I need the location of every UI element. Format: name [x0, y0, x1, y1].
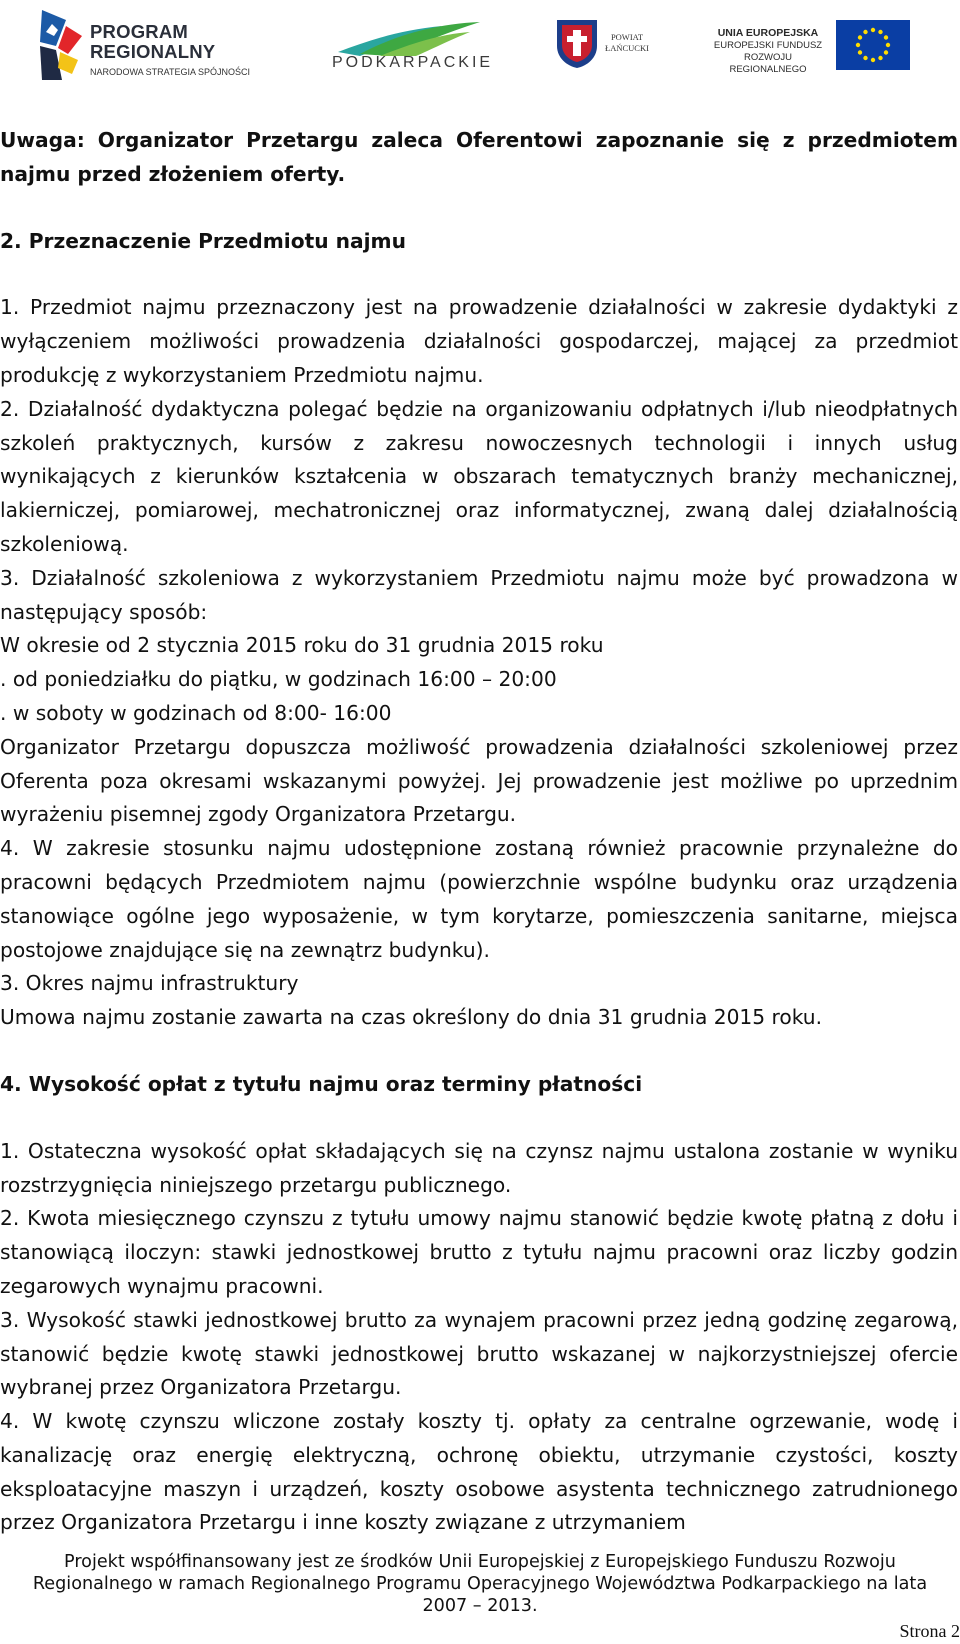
program-logo-line2: REGIONALNY — [90, 41, 216, 62]
footer-line3: 2007 – 2013. — [422, 1596, 538, 1616]
program-regionalny-logo — [38, 6, 268, 82]
paragraph-4-4: 4. W kwotę czynszu wliczone zostały koszty tj. opłaty za centralne ogrzewanie, wodę i kanalizację oraz energię elektryczną, ochronę obiektu, utrzymanie czystości, koszty eksploatacyjne maszyn i urządzeń, koszty osobowe asystenta technicznego zatrudnionego przez Organizatora Przetargu i inne koszty związane z utrzymaniem — [0, 1409, 958, 1535]
footer-line2: Regionalnego w ramach Regionalnego Programu Operacyjnego Województwa Podkarpackiego na lata — [32, 1574, 928, 1594]
page-footer — [0, 1551, 960, 1617]
program-regionalny-emblem-icon — [38, 6, 84, 82]
eu-logo — [706, 20, 912, 75]
section-heading-4: 4. Wysokość opłat z tytułu najmu oraz terminy płatności — [0, 1071, 643, 1096]
paragraph-4-2: 2. Kwota miesięcznego czynszu z tytułu umowy najmu stanowić będzie kwotę płatną z dołu i stanowiącą iloczyn: stawki jednostkowej brutto z tytułu najmu pracowni oraz liczby godzin zegarowych wynajmu pracowni. — [0, 1206, 958, 1298]
section-heading-3: 3. Okres najmu infrastruktury — [0, 971, 299, 996]
podkarpackie-text: PODKARPACKIE — [332, 54, 494, 71]
paragraph-4-1: 1. Ostateczna wysokość opłat składających się na czynsz najmu ustalona zostanie w wyniku rozstrzygnięcia niniejszego przetargu publicznego. — [0, 1138, 958, 1197]
paragraph-lease-term: Umowa najmu zostanie zawarta na czas określony do dnia 31 grudnia 2015 roku. — [0, 1005, 823, 1030]
eu-logo-line3: ROZWOJU REGIONALNEGO — [729, 52, 807, 75]
saturday-hours-line: . w soboty w godzinach od 8:00- 16:00 — [0, 700, 392, 725]
powiat-line1: POWIAT — [610, 32, 644, 42]
eu-logo-line1: UNIA EUROPEJSKA — [717, 27, 819, 39]
footer-line1: Projekt współfinansowany jest ze środków Unii Europejskiej z Europejskiego Funduszu Rozwoju — [64, 1552, 896, 1572]
podkarpackie-logo — [330, 18, 494, 74]
period-line: W okresie od 2 stycznia 2015 roku do 31 grudnia 2015 roku — [0, 633, 604, 658]
document-body — [0, 124, 958, 1540]
paragraph-2-4: 4. W zakresie stosunku najmu udostępnione zostaną również pracownie przynależne do pracowni będących Przedmiotem najmu (powierzchnie wspólne budynku oraz urządzenia stanowiące ogólne jego wyposażenie, w tym korytarze, pomieszczenia sanitarne, miejsca postojowe znajdujące się na zewnątrz budynku). — [0, 836, 958, 962]
powiat-lancucki-logo — [555, 18, 655, 72]
program-logo-line1: PROGRAM — [90, 21, 189, 42]
eu-logo-line2: EUROPEJSKI FUNDUSZ — [713, 40, 823, 51]
paragraph-extra-hours: Organizator Przetargu dopuszcza możliwość prowadzenia działalności szkoleniowej przez Oferenta poza okresami wskazanymi powyżej. Jej prowadzenie jest możliwe po uprzednim wyrażeniu pisemnej zgody Organizatora Przetargu. — [0, 734, 958, 827]
notice-paragraph: Uwaga: Organizator Przetargu zaleca Oferentowi zapoznanie się z przedmiotem najmu przed złożeniem oferty. — [0, 128, 958, 186]
powiat-line2: ŁAŃCUCKI — [605, 43, 649, 53]
paragraph-4-3: 3. Wysokość stawki jednostkowej brutto za wynajem pracowni przez jedną godzinę zegarową, stanowić będzie kwotę stawki jednostkowej brutto wskazanej w najkorzystniejszej ofercie wybranej przez Organizatora Przetargu. — [0, 1307, 958, 1400]
paragraph-2-1: 1. Przedmiot najmu przeznaczony jest na prowadzenie działalności w zakresie dydaktyki z wyłączeniem możliwości prowadzenia działalności gospodarczej, mającej za przedmiot produkcję z wykorzystaniem Przedmiotu najmu. — [0, 295, 958, 387]
paragraph-2-3: 3. Działalność szkoleniowa z wykorzystaniem Przedmiotu najmu może być prowadzona w następujący sposób: — [0, 565, 958, 624]
program-logo-line3: NARODOWA STRATEGIA SPÓJNOŚCI — [90, 67, 251, 77]
section-heading-2: 2. Przeznaczenie Przedmiotu najmu — [0, 228, 406, 253]
page-header — [0, 0, 960, 90]
podkarpackie-hills-icon — [330, 18, 490, 58]
eu-flag-icon — [836, 20, 910, 70]
paragraph-2-2: 2. Działalność dydaktyczna polegać będzie na organizowaniu odpłatnych i/lub nieodpłatnych szkoleń praktycznych, kursów z zakresu nowoczesnych technologii i innych usług wynikających z kierunków kształcenia w obszarach tematycznych branży mechanicznej, lakierniczej, pomiarowej, mechatronicznej oraz informatycznej, zwaną dalej działalnością szkoleniową. — [0, 396, 958, 556]
page-number: Strona 2 — [899, 1621, 960, 1641]
weekday-hours-line: . od poniedziałku do piątku, w godzinach 16:00 – 20:00 — [0, 667, 557, 692]
powiat-shield-icon — [555, 18, 599, 70]
